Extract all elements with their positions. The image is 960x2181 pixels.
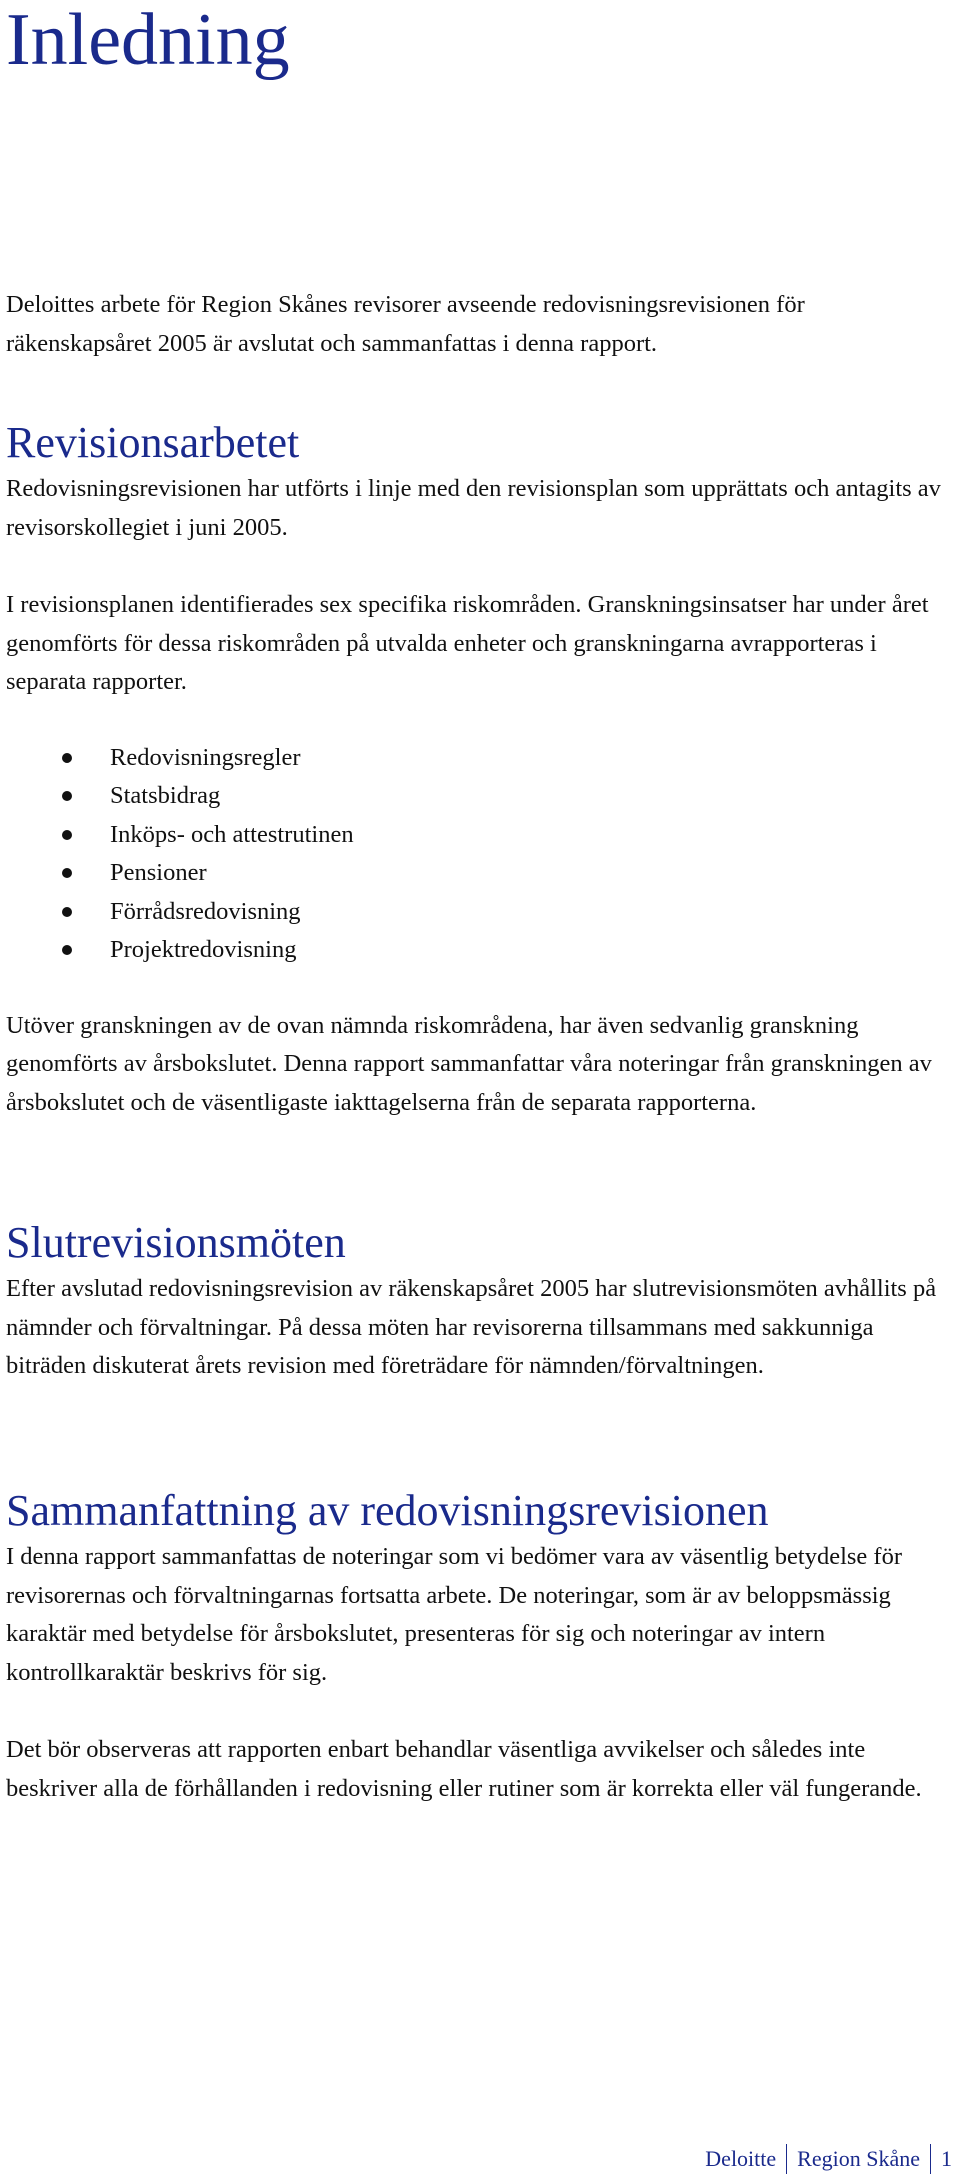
section-revisionsarbetet — [6, 418, 950, 1122]
bullet-icon — [62, 791, 72, 801]
page-title: Inledning — [6, 0, 290, 81]
list-item: Projektredovisning — [6, 931, 950, 970]
page-footer — [705, 2142, 952, 2176]
bullet-icon — [62, 907, 72, 917]
list-item: Förrådsredovisning — [6, 893, 950, 932]
bullet-icon — [62, 868, 72, 878]
bullet-icon — [62, 753, 72, 763]
slutrevisionsmoten-paragraph-1: Efter avslutad redovisningsrevision av räkenskapsåret 2005 har slutrevisionsmöten avhållits på nämnder och förvaltningar. På dessa möten har revisorerna tillsammans med sakkunniga biträden diskuterat årets revision med företrädare för nämnden/förvaltningen. — [6, 1275, 937, 1379]
section-sammanfattning — [6, 1486, 950, 1808]
revisionsarbetet-paragraph-3: Utöver granskningen av de ovan nämnda riskområdena, har även sedvanlig granskning genomförts av årsbokslutet. Denna rapport sammanfattar våra noteringar från granskningen av årsbokslutet och de väsentligaste iakttagelserna från de separata rapporterna. — [6, 1011, 932, 1116]
section-heading-sammanfattning: Sammanfattning av redovisningsrevisionen — [6, 1486, 769, 1535]
list-item: Redovisningsregler — [6, 739, 950, 778]
footer-divider — [930, 2144, 931, 2174]
section-slutrevisionsmoten — [6, 1218, 950, 1386]
list-item: Inköps- och attestrutinen — [6, 816, 950, 855]
revisionsarbetet-paragraph-1: Redovisningsrevisionen har utförts i linje med den revisionsplan som upprättats och antagits av revisorskollegiet i juni 2005. — [6, 475, 941, 541]
list-item: Pensioner — [6, 854, 950, 893]
section-heading-slutrevisionsmoten: Slutrevisionsmöten — [6, 1218, 346, 1267]
footer-company: Deloitte — [705, 2146, 777, 2171]
footer-divider — [786, 2144, 787, 2174]
section-heading-revisionsarbetet: Revisionsarbetet — [6, 418, 300, 467]
revisionsarbetet-paragraph-2: I revisionsplanen identifierades sex specifika riskområden. Granskningsinsatser har under året genomförts för dessa riskområden på utvalda enheter och granskningarna avrapporteras i separata rapporter. — [6, 591, 929, 695]
risk-area-list — [6, 739, 950, 970]
sammanfattning-paragraph-2: Det bör observeras att rapporten enbart behandlar väsentliga avvikelser och således inte beskriver alla de förhållanden i redovisning eller rutiner som är korrekta eller väl fungerande. — [6, 1736, 922, 1802]
list-item: Statsbidrag — [6, 777, 950, 816]
intro-paragraph: Deloittes arbete för Region Skånes revisorer avseende redovisningsrevisionen för räkenskapsåret 2005 är avslutat och sammanfattas i denna rapport. — [6, 291, 805, 357]
bullet-icon — [62, 945, 72, 955]
footer-client: Region Skåne — [797, 2146, 920, 2171]
intro-paragraph-block — [6, 286, 950, 363]
footer-page-number: 1 — [941, 2146, 952, 2171]
bullet-icon — [62, 830, 72, 840]
sammanfattning-paragraph-1: I denna rapport sammanfattas de noteringar som vi bedömer vara av väsentlig betydelse för revisorernas och förvaltningarnas fortsatta arbete. De noteringar, som är av beloppsmässig karaktär med betydelse för årsbokslutet, presenteras för sig och noteringar av intern kontrollkaraktär beskrivs för sig. — [6, 1543, 902, 1686]
